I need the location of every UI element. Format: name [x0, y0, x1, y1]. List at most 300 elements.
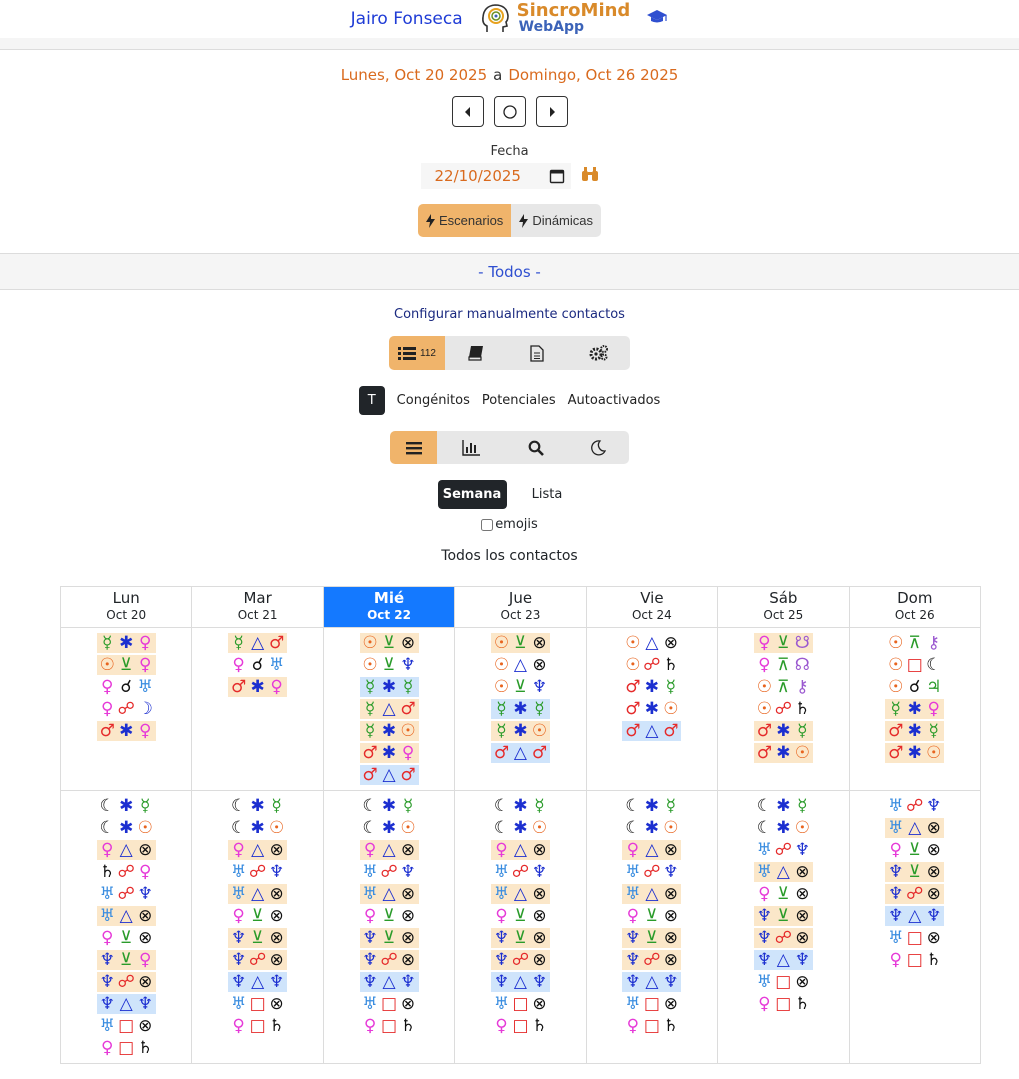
aspect-entry[interactable] [718, 949, 848, 971]
aspect-entry[interactable] [324, 676, 454, 698]
aspect-entry[interactable] [61, 795, 191, 817]
day-name: Mié [373, 589, 405, 607]
aspect-symbol: ⊻ [514, 633, 527, 653]
aspect-entry[interactable] [324, 764, 454, 786]
aspect-symbol: □ [512, 994, 529, 1014]
planet-symbol: ♀ [626, 1016, 640, 1036]
aspect-entry[interactable] [61, 817, 191, 839]
aspect-symbol: □ [381, 1016, 398, 1036]
aspect-entry[interactable] [455, 632, 585, 654]
aspect-entry[interactable] [455, 883, 585, 905]
aspect-entry[interactable] [587, 654, 717, 676]
planet-symbol: ♄ [794, 699, 810, 719]
binoculars-icon[interactable] [581, 166, 599, 186]
chart-view-button[interactable] [437, 431, 504, 464]
planet-symbol: ☾ [362, 818, 378, 838]
aspect-entry[interactable] [718, 742, 848, 764]
dinamicas-button[interactable] [511, 204, 601, 237]
aspect-entry[interactable] [192, 632, 322, 654]
aspect-entry[interactable] [324, 971, 454, 993]
planet-symbol: ♀ [363, 906, 377, 926]
aspect-symbol: □ [249, 1016, 266, 1036]
planet-symbol: ☋ [794, 633, 810, 653]
aspect-entry[interactable] [61, 971, 191, 993]
planet-symbol: ☉ [493, 677, 510, 697]
aspect-entry[interactable] [61, 654, 191, 676]
planet-symbol: ♄ [137, 1038, 153, 1058]
aspect-entry[interactable] [718, 861, 848, 883]
aspect-entry[interactable] [455, 971, 585, 993]
fecha-row [0, 163, 1019, 189]
planet-symbol: ♆ [269, 862, 285, 882]
planet-symbol: ⊗ [138, 928, 153, 948]
aspect-entry[interactable] [850, 883, 980, 905]
planet-symbol: ♀ [138, 862, 152, 882]
night-mode-button[interactable] [567, 431, 629, 464]
aspect-entry[interactable] [61, 720, 191, 742]
document-button[interactable] [506, 336, 567, 370]
aspect-entry[interactable] [61, 861, 191, 883]
aspect-entry[interactable] [61, 1037, 191, 1059]
todos-bar[interactable] [0, 253, 1019, 290]
aspect-entry[interactable] [192, 654, 322, 676]
aspect-symbol: ⊻ [251, 928, 264, 948]
filter-all-button[interactable]: T [359, 386, 385, 415]
planet-symbol: ☉ [926, 743, 942, 763]
planet-symbol: ♆ [137, 994, 153, 1014]
aspect-entry[interactable] [587, 839, 717, 861]
planet-symbol: ♆ [625, 972, 641, 992]
aspect-entry[interactable] [718, 676, 848, 698]
row1-cell-0 [61, 628, 192, 791]
planet-symbol: ♄ [663, 655, 679, 675]
aspect-entry[interactable] [324, 839, 454, 861]
aspect-entry[interactable] [718, 654, 848, 676]
aspect-entry[interactable] [587, 993, 717, 1015]
aspect-entry[interactable] [455, 742, 585, 764]
planet-symbol: ⊗ [926, 818, 941, 838]
planet-symbol: ⊗ [400, 950, 416, 970]
aspect-symbol: △ [513, 743, 527, 763]
planet-symbol: ♄ [531, 1016, 548, 1036]
aspect-entry[interactable] [718, 927, 848, 949]
aspect-entry[interactable] [192, 839, 322, 861]
filter-autoactivados[interactable]: Autoactivados [567, 393, 661, 408]
book-button[interactable] [445, 336, 506, 370]
filter-row [0, 386, 1019, 415]
planet-symbol: ♅ [625, 862, 641, 882]
aspect-entry[interactable] [192, 861, 322, 883]
planet-symbol: ⊗ [269, 840, 284, 860]
planet-symbol: ♆ [888, 884, 904, 904]
planet-symbol: ♆ [400, 972, 416, 992]
aspect-entry[interactable] [718, 905, 848, 927]
aspect-entry[interactable] [455, 1015, 585, 1037]
planet-symbol: ♆ [231, 950, 247, 970]
planet-symbol: ♂ [99, 721, 115, 741]
aspect-entry[interactable] [850, 720, 980, 742]
day-date: Oct 24 [631, 608, 672, 622]
aspect-entry[interactable] [455, 949, 585, 971]
book-icon [468, 345, 484, 361]
planet-symbol: ☿ [534, 699, 545, 719]
planet-symbol: ♀ [138, 721, 152, 741]
aspect-entry[interactable] [61, 949, 191, 971]
planet-symbol: ♀ [626, 906, 640, 926]
aspect-entry[interactable] [324, 883, 454, 905]
aspect-entry[interactable] [324, 905, 454, 927]
aspect-symbol: △ [382, 765, 396, 785]
aspect-symbol: ⊼ [777, 677, 790, 697]
aspect-symbol: ✱ [381, 796, 397, 816]
planet-symbol: ♆ [362, 928, 378, 948]
planet-symbol: ☾ [231, 818, 247, 838]
aspect-symbol: △ [382, 840, 396, 860]
planet-symbol: ☾ [362, 796, 378, 816]
aspect-symbol: ✱ [776, 743, 791, 763]
filter-potenciales[interactable]: Potenciales [481, 393, 556, 408]
planet-symbol: ⊗ [663, 928, 679, 948]
day-name: Sáb [769, 589, 798, 607]
planet-symbol: ♅ [625, 994, 641, 1014]
aspect-symbol: △ [513, 884, 527, 904]
planet-symbol: ☿ [797, 796, 808, 816]
aspect-symbol: ⊻ [251, 906, 264, 926]
planet-symbol: ♆ [231, 928, 247, 948]
contact-count: 112 [420, 347, 436, 359]
planet-symbol: ♅ [99, 1016, 115, 1036]
aspect-symbol: ✱ [907, 699, 922, 719]
planet-symbol: ♆ [926, 906, 942, 926]
aspect-symbol: △ [119, 840, 133, 860]
today-button[interactable] [494, 96, 526, 127]
aspect-entry[interactable] [455, 817, 585, 839]
aspect-symbol: ⊻ [645, 928, 659, 948]
day-header-4[interactable] [586, 587, 717, 628]
emojis-checkbox[interactable] [481, 519, 493, 531]
aspect-entry[interactable] [455, 839, 585, 861]
calendar-icon[interactable] [549, 168, 565, 184]
aspect-entry[interactable] [587, 817, 717, 839]
aspect-entry[interactable] [192, 905, 322, 927]
aspect-entry[interactable] [61, 632, 191, 654]
aspect-entry[interactable] [850, 676, 980, 698]
planet-symbol: ♅ [99, 906, 115, 926]
aspect-entry[interactable] [850, 654, 980, 676]
aspect-entry[interactable] [718, 632, 848, 654]
tab-semana[interactable]: Semana [438, 480, 507, 509]
aspect-entry[interactable] [587, 927, 717, 949]
planet-symbol: ⊗ [663, 994, 679, 1014]
aspect-entry[interactable] [587, 905, 717, 927]
aspect-entry[interactable] [718, 971, 848, 993]
aspect-entry[interactable] [587, 971, 717, 993]
planet-symbol: ☾ [493, 796, 510, 816]
aspect-entry[interactable] [324, 654, 454, 676]
aspect-entry[interactable] [324, 817, 454, 839]
prev-week-button[interactable] [452, 96, 484, 127]
aspect-entry[interactable] [192, 927, 322, 949]
planet-symbol: ♆ [493, 928, 510, 948]
aspect-entry[interactable] [718, 698, 848, 720]
planet-symbol: ☊ [794, 655, 810, 675]
aspect-entry[interactable] [718, 993, 848, 1015]
aspect-entry[interactable] [455, 861, 585, 883]
aspect-entry[interactable] [192, 949, 322, 971]
aspect-symbol: △ [645, 840, 659, 860]
planet-symbol: ♆ [400, 862, 416, 882]
aspect-entry[interactable] [455, 654, 585, 676]
aspect-entry[interactable] [324, 795, 454, 817]
aspect-entry[interactable] [850, 839, 980, 861]
planet-symbol: ♂ [888, 721, 904, 741]
planet-symbol: ♅ [888, 928, 904, 948]
aspect-entry[interactable] [455, 676, 585, 698]
aspect-symbol: ⊻ [514, 906, 527, 926]
aspect-symbol: □ [775, 972, 792, 992]
aspect-entry[interactable] [850, 698, 980, 720]
planet-symbol: ⊗ [532, 633, 547, 653]
aspect-entry[interactable] [850, 742, 980, 764]
aspect-symbol: △ [908, 818, 922, 838]
aspect-symbol: ☍ [643, 655, 661, 675]
aspect-entry[interactable] [61, 676, 191, 698]
aspect-entry[interactable] [587, 698, 717, 720]
aspect-symbol: △ [251, 840, 265, 860]
aspect-entry[interactable] [61, 927, 191, 949]
list-count-button[interactable] [389, 336, 445, 370]
aspect-symbol: △ [119, 994, 133, 1014]
day-header-6[interactable] [849, 587, 980, 628]
tab-lista[interactable]: Lista [531, 487, 563, 502]
planet-symbol: ⊗ [400, 928, 416, 948]
planet-symbol: ♆ [926, 796, 942, 816]
menu-view-button[interactable] [390, 431, 437, 464]
aspect-entry[interactable] [324, 861, 454, 883]
aspect-entry[interactable] [61, 698, 191, 720]
aspect-entry[interactable] [192, 883, 322, 905]
planet-symbol: ⊗ [532, 928, 547, 948]
planet-symbol: ♂ [362, 743, 378, 763]
planet-symbol: ♀ [401, 743, 415, 763]
planet-symbol: ♄ [400, 1016, 416, 1036]
aspect-symbol: ✱ [381, 743, 397, 763]
planet-symbol: ☉ [794, 743, 810, 763]
aspect-entry[interactable] [324, 720, 454, 742]
logo-sub-text: WebApp [518, 19, 585, 35]
aspect-symbol: ✱ [776, 796, 791, 816]
aspect-entry[interactable] [455, 993, 585, 1015]
aspect-entry[interactable] [61, 1015, 191, 1037]
planet-symbol: ♅ [362, 862, 378, 882]
aspect-symbol: □ [643, 994, 660, 1014]
aspect-entry[interactable] [850, 632, 980, 654]
aspect-entry[interactable] [455, 927, 585, 949]
planet-symbol: ♅ [625, 884, 641, 904]
planet-symbol: ♀ [758, 655, 771, 675]
planet-symbol: ♀ [232, 840, 245, 860]
aspect-entry[interactable] [455, 720, 585, 742]
graduation-cap-icon[interactable] [646, 9, 668, 30]
aspect-entry[interactable] [718, 720, 848, 742]
aspect-entry[interactable] [61, 839, 191, 861]
aspect-entry[interactable] [192, 817, 322, 839]
aspect-entry[interactable] [718, 883, 848, 905]
aspect-entry[interactable] [61, 883, 191, 905]
aspect-entry[interactable] [192, 993, 322, 1015]
settings-button[interactable] [567, 336, 630, 370]
day-header-5[interactable] [718, 587, 849, 628]
escenarios-button[interactable] [418, 204, 511, 237]
aspect-entry[interactable] [718, 839, 848, 861]
planet-symbol: ♂ [625, 699, 641, 719]
aspect-entry[interactable] [587, 795, 717, 817]
gears-icon [589, 345, 609, 361]
day-header-1[interactable] [192, 587, 323, 628]
planet-symbol: ☾ [926, 655, 942, 675]
aspect-symbol: ✱ [644, 818, 660, 838]
planet-symbol: ☿ [364, 721, 376, 741]
aspect-symbol: ⊻ [119, 655, 133, 675]
aspect-symbol: ☍ [249, 862, 267, 882]
aspect-entry[interactable] [324, 1015, 454, 1037]
aspect-symbol: ⊻ [119, 928, 133, 948]
user-name-link[interactable]: Jairo Fonseca [350, 9, 463, 29]
calendar-row-collective [61, 791, 981, 1064]
aspect-entry[interactable] [587, 676, 717, 698]
planet-symbol: ☉ [362, 655, 378, 675]
planet-symbol: ☉ [493, 633, 510, 653]
app-logo[interactable] [479, 2, 631, 36]
planet-symbol: ☉ [362, 633, 378, 653]
aspect-entry[interactable] [587, 861, 717, 883]
aspect-entry[interactable] [324, 742, 454, 764]
aspect-entry[interactable] [587, 720, 717, 742]
aspect-entry[interactable] [850, 861, 980, 883]
planet-symbol: ☾ [756, 796, 772, 816]
aspect-symbol: ☍ [643, 862, 661, 882]
aspect-entry[interactable] [850, 817, 980, 839]
aspect-symbol: ✱ [119, 796, 134, 816]
aspect-symbol: △ [645, 633, 659, 653]
configure-contacts-link[interactable]: Configurar manualmente contactos [394, 307, 625, 322]
aspect-symbol: △ [251, 972, 265, 992]
aspect-entry[interactable] [192, 795, 322, 817]
aspect-entry[interactable] [192, 971, 322, 993]
planet-symbol: ☾ [625, 796, 641, 816]
planet-symbol: ♅ [362, 994, 378, 1014]
aspect-entry[interactable] [192, 676, 322, 698]
planet-symbol: ⊗ [532, 840, 547, 860]
aspect-entry[interactable] [587, 1015, 717, 1037]
aspect-symbol: △ [513, 655, 527, 675]
aspect-symbol: ☍ [511, 950, 530, 970]
aspect-entry[interactable] [587, 632, 717, 654]
planet-symbol: ♂ [362, 765, 378, 785]
aspect-symbol: ☍ [774, 699, 792, 719]
planet-symbol: ☽ [137, 699, 153, 719]
planet-symbol: ⊗ [795, 862, 810, 882]
calendar-row-personal [61, 628, 981, 791]
aspect-symbol: ☍ [249, 950, 267, 970]
next-week-button[interactable] [536, 96, 568, 127]
planet-symbol: ♅ [493, 884, 510, 904]
day-date: Oct 25 [763, 608, 804, 622]
day-header-0[interactable] [61, 587, 192, 628]
planet-symbol: ☿ [665, 677, 677, 697]
aspect-entry[interactable] [324, 993, 454, 1015]
aspect-entry[interactable] [324, 632, 454, 654]
aspect-entry[interactable] [587, 883, 717, 905]
search-view-button[interactable] [504, 431, 567, 464]
planet-symbol: ♆ [663, 862, 679, 882]
planet-symbol: ⊗ [400, 906, 416, 926]
planet-symbol: ♂ [756, 721, 772, 741]
aspect-entry[interactable] [850, 905, 980, 927]
planet-symbol: ♅ [231, 884, 247, 904]
aspect-entry[interactable] [61, 993, 191, 1015]
planet-symbol: ☉ [888, 655, 904, 675]
aspect-entry[interactable] [587, 949, 717, 971]
planet-symbol: ⊗ [138, 840, 153, 860]
planet-symbol: ☉ [493, 655, 510, 675]
filter-congenitos[interactable]: Congénitos [396, 393, 470, 408]
planet-symbol: ♄ [663, 1016, 679, 1036]
planet-symbol: ⊗ [269, 994, 284, 1014]
aspect-entry[interactable] [61, 905, 191, 927]
aspect-entry[interactable] [718, 795, 848, 817]
aspect-entry[interactable] [455, 905, 585, 927]
aspect-symbol: △ [645, 884, 659, 904]
row2-cell-2 [323, 791, 454, 1064]
moon-icon [590, 440, 606, 456]
planet-symbol: ☿ [271, 796, 282, 816]
aspect-entry[interactable] [324, 698, 454, 720]
planet-symbol: ⊗ [926, 884, 941, 904]
circle-icon [502, 104, 518, 120]
planet-symbol: ☉ [888, 677, 904, 697]
aspect-symbol: ✱ [381, 818, 397, 838]
aspect-entry[interactable] [324, 949, 454, 971]
aspect-entry[interactable] [455, 795, 585, 817]
planet-symbol: ☿ [139, 796, 151, 816]
aspect-entry[interactable] [850, 795, 980, 817]
aspect-symbol: △ [645, 721, 659, 741]
document-icon [530, 345, 544, 362]
aspect-entry[interactable] [850, 949, 980, 971]
brain-head-icon [479, 2, 513, 36]
row1-cell-6 [849, 628, 980, 791]
aspect-entry[interactable] [455, 698, 585, 720]
planet-symbol: ♆ [493, 972, 510, 992]
planet-symbol: ♂ [493, 743, 510, 763]
aspect-entry[interactable] [192, 1015, 322, 1037]
day-header-2[interactable] [323, 587, 454, 628]
aspect-symbol: ⊻ [514, 928, 527, 948]
row2-cell-3 [455, 791, 586, 1064]
aspect-entry[interactable] [850, 927, 980, 949]
planet-symbol: ♀ [758, 884, 771, 904]
planet-symbol: ♂ [888, 743, 904, 763]
day-header-3[interactable] [455, 587, 586, 628]
planet-symbol: ♅ [99, 884, 115, 904]
date-input[interactable] [421, 163, 571, 189]
aspect-entry[interactable] [718, 817, 848, 839]
planet-symbol: ☿ [364, 677, 376, 697]
tool-button-group [0, 336, 1019, 370]
planet-symbol: ☿ [496, 721, 507, 741]
aspect-entry[interactable] [324, 927, 454, 949]
